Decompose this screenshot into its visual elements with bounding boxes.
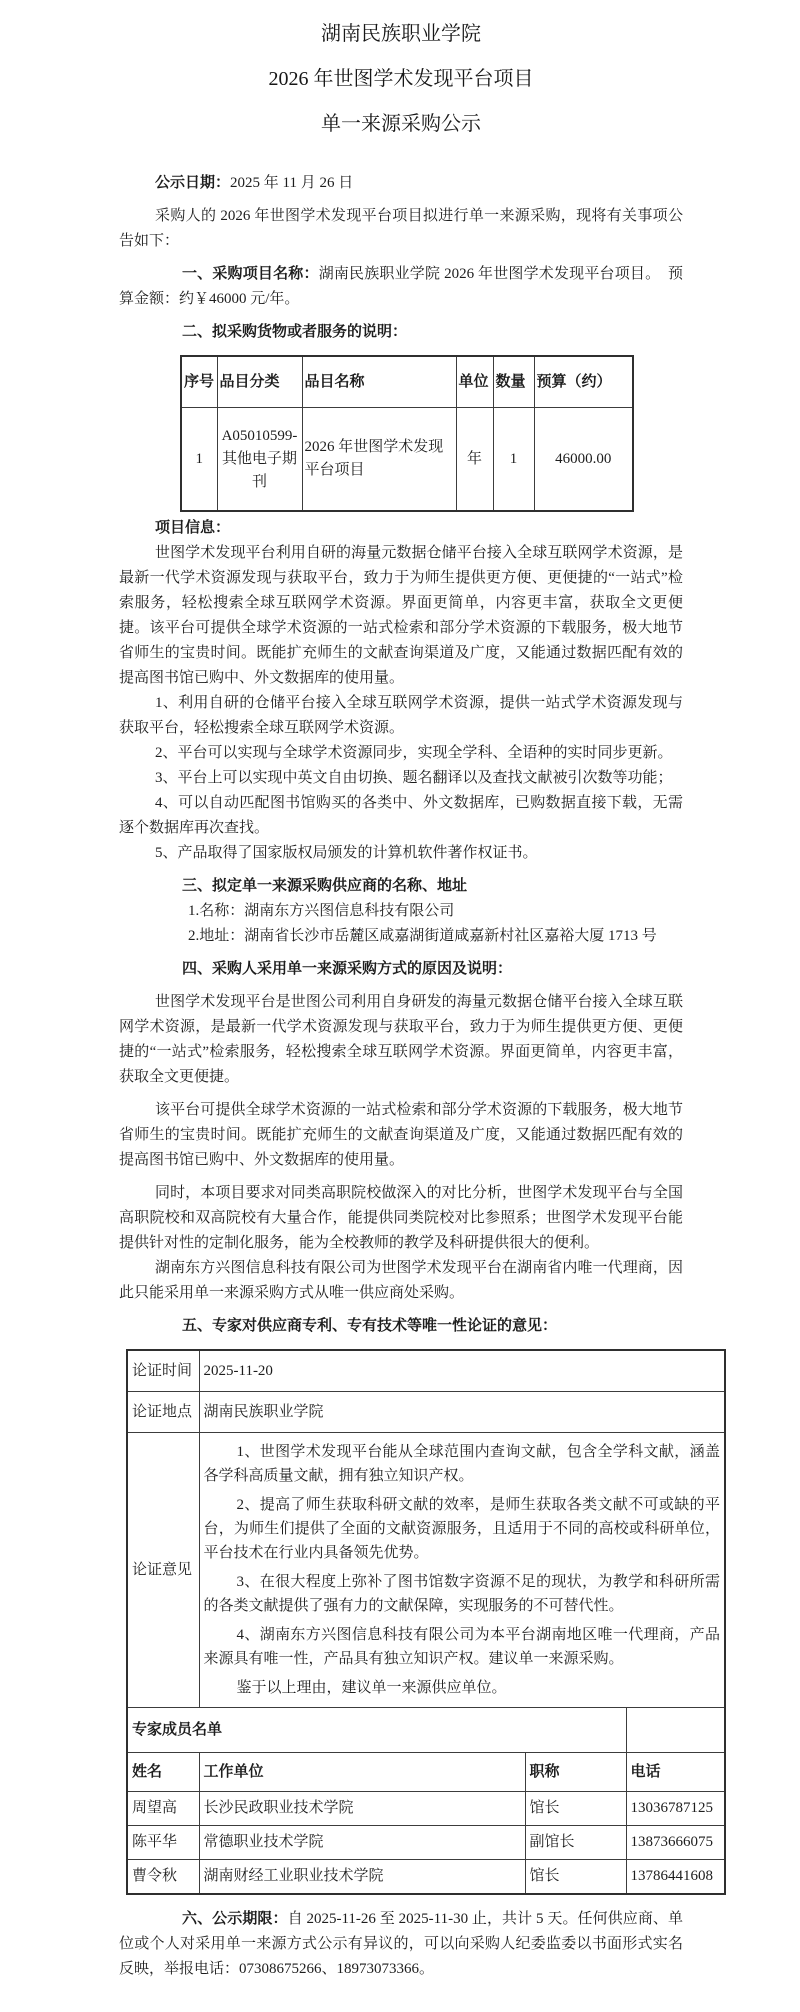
expert-phone: 13873666075 (626, 1826, 725, 1860)
section-1-text: 湖南民族职业学院 2026 年世图学术发现平台项目。 预算金额：约￥46000 元/年。 (119, 266, 683, 307)
section-6-line (119, 1907, 683, 1982)
expert-org: 湖南财经工业职业技术学院 (199, 1860, 525, 1895)
section-1-heading: 一、采购项目名称： (182, 266, 319, 282)
section-2-heading: 二、拟采购货物或者服务的说明： (182, 324, 408, 340)
opinion-point-1: 1、世图学术发现平台能从全球范围内查询文献，包含全学科文献，涵盖各学科高质量文献，拥有独立知识产权。 (203, 1444, 720, 1484)
evaluation-table (126, 1349, 726, 1895)
project-info-label: 项目信息： (155, 520, 231, 536)
section-5-heading: 五、专家对供应商专利、专有技术等唯一性论证的意见： (182, 1318, 558, 1334)
expert-title: 馆长 (525, 1792, 626, 1826)
goods-table (180, 355, 634, 512)
document-title-block (119, 12, 683, 147)
opinion-point-2: 2、提高了师生获取科研文献的效率，是师生获取各类文献不可或缺的平台，为师生们提供了全面的文献资源服务，且适用于不同的高校或科研单位，平台技术在行业内具备领先优势。 (203, 1497, 720, 1561)
evaluation-time-row (127, 1350, 725, 1392)
title-line-2: 2026 年世图学术发现平台项目 (268, 68, 534, 90)
section-6-text: 自 2025-11-26 至 2025-11-30 止，共计 5 天。任何供应商、单位或个人对采用单一来源方式公示有异议的，可以向采购人纪委监委以书面形式实名反映，举报电话：07308675266、18973073366。 (119, 1911, 683, 1977)
expert-row-2 (127, 1826, 725, 1860)
cell-name: 2026 年世图学术发现平台项目 (302, 408, 456, 512)
cell-unit: 年 (456, 408, 493, 512)
supplier-address-line: 2.地址：湖南省长沙市岳麓区咸嘉湖街道咸嘉新村社区嘉裕大厦 1713 号 (188, 928, 657, 944)
expert-phone: 13786441608 (626, 1860, 725, 1895)
expert-org: 长沙民政职业技术学院 (199, 1792, 525, 1826)
goods-header-row (181, 356, 633, 408)
expert-name: 陈平华 (127, 1826, 199, 1860)
col-header-expert-org: 工作单位 (199, 1753, 525, 1792)
cell-budget: 46000.00 (534, 408, 633, 512)
expert-panel-label: 专家成员名单 (127, 1708, 626, 1753)
intro-paragraph: 采购人的 2026 年世图学术发现平台项目拟进行单一来源采购，现将有关事项公告如下： (119, 208, 683, 249)
reason-paragraph-1: 世图学术发现平台是世图公司利用自身研发的海量元数据仓储平台接入全球互联网学术资源，是最新一代学术资源发现与获取平台，致力于为师生提供更方便、更便捷的“一站式”检索服务，轻松搜索全球互联网学术资源。界面更简单，内容更丰富，获取全文更便捷。 (119, 994, 683, 1085)
section-6-heading: 六、公示期限： (182, 1911, 288, 1927)
reason-paragraph-2: 该平台可提供全球学术资源的一站式检索和部分学术资源的下载服务，极大地节省师生的宝贵时间。既能扩充师生的文献查询渠道及广度，又能通过数据匹配有效的提高图书馆已购中、外文数据库的使用量。 (119, 1102, 683, 1168)
expert-title: 馆长 (525, 1860, 626, 1895)
opinion-conclusion: 鉴于以上理由，建议单一来源供应单位。 (236, 1680, 507, 1696)
project-feature-2: 2、平台可以实现与全球学术资源同步，实现全学科、全语种的实时同步更新。 (155, 745, 673, 761)
evaluation-place-value: 湖南民族职业学院 (199, 1392, 725, 1433)
evaluation-opinion-label: 论证意见 (127, 1433, 199, 1708)
section-3-heading: 三、拟定单一来源采购供应商的名称、地址 (182, 878, 468, 894)
goods-data-row (181, 408, 633, 512)
expert-title: 副馆长 (525, 1826, 626, 1860)
expert-header-row (127, 1753, 725, 1792)
col-header-category: 品目分类 (217, 356, 302, 408)
col-header-expert-phone: 电话 (626, 1753, 725, 1792)
reason-paragraph-3: 同时，本项目要求对同类高职院校做深入的对比分析，世图学术发现平台与全国高职院校和双高院校有大量合作，能提供同类院校对比参照系；世图学术发现平台能提供针对性的定制化服务，能为全校教师的教学及科研提供很大的便利。 (119, 1185, 683, 1251)
col-header-expert-name: 姓名 (127, 1753, 199, 1792)
reason-paragraph-4: 湖南东方兴图信息科技有限公司为世图学术发现平台在湖南省内唯一代理商，因此只能采用单一来源采购方式从唯一供应商处采购。 (119, 1260, 683, 1301)
evaluation-time-value: 2025-11-20 (199, 1350, 725, 1392)
col-header-unit: 单位 (456, 356, 493, 408)
publish-date-label: 公示日期： (155, 175, 231, 191)
opinion-point-3: 3、在很大程度上弥补了图书馆数字资源不足的现状，为教学和科研所需的各类文献提供了强有力的文献保障，实现服务的不可替代性。 (203, 1574, 720, 1614)
expert-name: 曹令秋 (127, 1860, 199, 1895)
cell-qty: 1 (493, 408, 534, 512)
cell-category: A05010599-其他电子期刊 (217, 408, 302, 512)
expert-row-3 (127, 1860, 725, 1895)
evaluation-opinion-cell (199, 1433, 725, 1708)
col-header-qty: 数量 (493, 356, 534, 408)
evaluation-opinion-row (127, 1433, 725, 1708)
evaluation-place-label: 论证地点 (127, 1392, 199, 1433)
col-header-seq: 序号 (181, 356, 217, 408)
title-line-1: 湖南民族职业学院 (321, 23, 481, 45)
col-header-expert-title: 职称 (525, 1753, 626, 1792)
expert-panel-row (127, 1708, 725, 1753)
section-1-line (119, 262, 683, 312)
expert-panel-empty-cell (626, 1708, 725, 1753)
cell-seq: 1 (181, 408, 217, 512)
expert-phone: 13036787125 (626, 1792, 725, 1826)
project-feature-1: 1、利用自研的仓储平台接入全球互联网学术资源，提供一站式学术资源发现与获取平台，轻松搜索全球互联网学术资源。 (119, 695, 683, 736)
project-feature-5: 5、产品取得了国家版权局颁发的计算机软件著作权证书。 (155, 845, 538, 861)
publish-date-value: 2025 年 11 月 26 日 (230, 175, 354, 191)
title-line-3: 单一来源采购公示 (321, 113, 481, 135)
project-feature-3: 3、平台上可以实现中英文自由切换、题名翻译以及查找文献被引次数等功能； (155, 770, 673, 786)
supplier-name-line: 1.名称：湖南东方兴图信息科技有限公司 (188, 903, 455, 919)
project-feature-4: 4、可以自动匹配图书馆购买的各类中、外文数据库，已购数据直接下载，无需逐个数据库再次查找。 (119, 795, 683, 836)
evaluation-place-row (127, 1392, 725, 1433)
expert-name: 周望高 (127, 1792, 199, 1826)
evaluation-time-label: 论证时间 (127, 1350, 199, 1392)
col-header-budget: 预算（约） (534, 356, 633, 408)
project-info-paragraph: 世图学术发现平台利用自研的海量元数据仓储平台接入全球互联网学术资源，是最新一代学术资源发现与获取平台，致力于为师生提供更方便、更便捷的“一站式”检索服务，轻松搜索全球互联网学术资源。界面更简单，内容更丰富，获取全文更便捷。该平台可提供全球学术资源的一站式检索和部分学术资源的下载服务，极大地节省师生的宝贵时间。既能扩充师生的文献查询渠道及广度，又能通过数据匹配有效的提高图书馆已购中、外文数据库的使用量。 (119, 545, 683, 686)
opinion-point-4: 4、湖南东方兴图信息科技有限公司为本平台湖南地区唯一代理商，产品来源具有唯一性，产品具有独立知识产权。建议单一来源采购。 (203, 1627, 720, 1667)
col-header-name: 品目名称 (302, 356, 456, 408)
section-4-heading: 四、采购人采用单一来源采购方式的原因及说明： (182, 961, 513, 977)
expert-org: 常德职业技术学院 (199, 1826, 525, 1860)
expert-row-1 (127, 1792, 725, 1826)
publish-date-line (119, 171, 683, 196)
